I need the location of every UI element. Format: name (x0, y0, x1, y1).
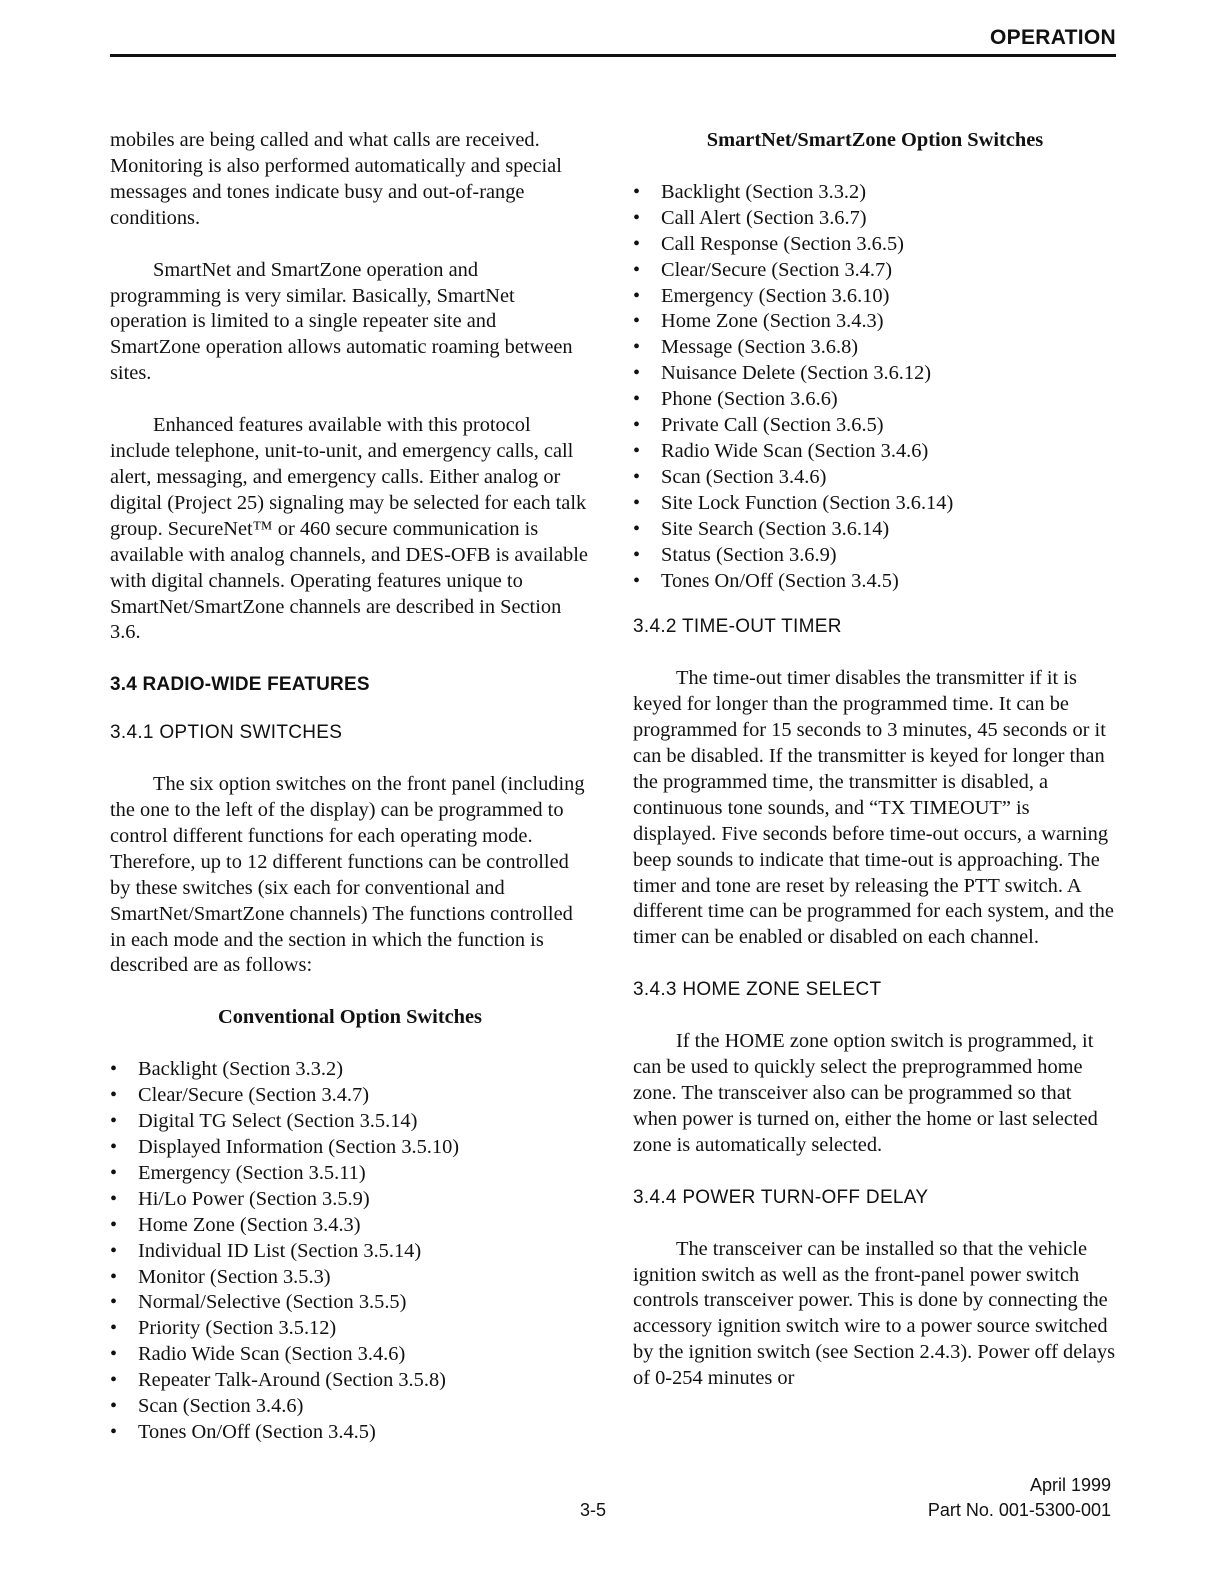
list-item: • Radio Wide Scan (Section 3.4.6) (110, 1342, 590, 1368)
subsection-heading-time-out-timer: 3.4.2 TIME-OUT TIMER (633, 616, 842, 638)
list-item: • Status (Section 3.6.9) (633, 543, 1117, 569)
conventional-option-list (110, 1057, 590, 1446)
subsection-heading-option-switches: 3.4.1 OPTION SWITCHES (110, 722, 343, 744)
list-item: • Backlight (Section 3.3.2) (633, 180, 1117, 206)
list-item: • Call Alert (Section 3.6.7) (633, 206, 1117, 232)
list-item: • Scan (Section 3.4.6) (633, 465, 1117, 491)
list-item: • Priority (Section 3.5.12) (110, 1316, 590, 1342)
running-header-title: OPERATION (990, 26, 1116, 49)
list-title-conventional: Conventional Option Switches (218, 1006, 482, 1029)
list-item: • Repeater Talk-Around (Section 3.5.8) (110, 1368, 590, 1394)
paragraph-continued: mobiles are being called and what calls are received. Monitoring is also performed automatically and special messages and tones indicate busy and out-of-range conditions. (110, 129, 562, 229)
paragraph-time-out-timer: The time-out timer disables the transmitter if it is keyed for longer than the programmed time. It can be programmed for 15 seconds to 3 minutes, 45 seconds or it can be disabled. If the transmitter is keyed for longer than the programmed time, the transmitter is disabled, a continuous tone sounds, and “TX TIMEOUT” is displayed. Five seconds before time-out occurs, a warning beep sounds to indicate that time-out is approaching. The timer and tone are reset by releasing the PTT switch. A different time can be programmed for each system, and the timer can be enabled or disabled on each channel. (633, 667, 1114, 949)
list-item: • Clear/Secure (Section 3.4.7) (633, 258, 1117, 284)
list-item: • Clear/Secure (Section 3.4.7) (110, 1083, 590, 1109)
subsection-heading-power-turn-off-delay: 3.4.4 POWER TURN-OFF DELAY (633, 1186, 929, 1208)
list-item: • Tones On/Off (Section 3.4.5) (633, 569, 1117, 595)
smartnet-option-list (633, 180, 1117, 595)
list-item: • Phone (Section 3.6.6) (633, 387, 1117, 413)
section-heading-radio-wide-features: 3.4 RADIO-WIDE FEATURES (110, 674, 370, 696)
footer-part-number: Part No. 001-5300-001 (927, 1500, 1111, 1520)
list-item: • Displayed Information (Section 3.5.10) (110, 1135, 590, 1161)
list-item: • Message (Section 3.6.8) (633, 335, 1117, 361)
list-item: • Digital TG Select (Section 3.5.14) (110, 1109, 590, 1135)
paragraph-enhanced-features: Enhanced features available with this protocol include telephone, unit-to-unit, and emergency calls, call alert, messaging, and emergency calls. Either analog or digital (Project 25) signaling may be selected for each talk group. SecureNet™ or 460 secure communication is available with analog channels, and DES-OFB is available with digital channels. Operating features unique to SmartNet/SmartZone channels are described in Section 3.6. (110, 414, 588, 644)
list-item: • Backlight (Section 3.3.2) (110, 1057, 590, 1083)
list-item: • Call Response (Section 3.6.5) (633, 232, 1117, 258)
list-item: • Site Search (Section 3.6.14) (633, 517, 1117, 543)
list-title-smartnet-smartzone: SmartNet/SmartZone Option Switches (706, 129, 1044, 151)
list-item: • Emergency (Section 3.6.10) (633, 284, 1117, 310)
right-column (633, 128, 1117, 1418)
paragraph-smartnet-smartzone: SmartNet and SmartZone operation and programming is very similar. Basically, SmartNet operation is limited to a single repeater site and SmartZone operation allows automatic roaming between sites. (110, 258, 573, 385)
list-item: • Site Lock Function (Section 3.6.14) (633, 491, 1117, 517)
footer-date: April 1999 (1029, 1475, 1111, 1495)
list-item: • Nuisance Delete (Section 3.6.12) (633, 361, 1117, 387)
paragraph-home-zone-select: If the HOME zone option switch is programmed, it can be used to quickly select the preprogrammed home zone. The transceiver also can be programmed so that when power is turned on, either the home or last selected zone is automatically selected. (633, 1030, 1098, 1156)
list-item: • Emergency (Section 3.5.11) (110, 1161, 590, 1187)
list-item: • Individual ID List (Section 3.5.14) (110, 1239, 590, 1265)
list-item: • Private Call (Section 3.6.5) (633, 413, 1117, 439)
subsection-heading-home-zone-select: 3.4.3 HOME ZONE SELECT (633, 979, 882, 1001)
paragraph-option-switches: The six option switches on the front panel (including the one to the left of the display) can be programmed to control different functions for each operating mode. Therefore, up to 12 different functions can be controlled by these switches (six each for conventional and SmartNet/SmartZone channels) The functions controlled in each mode and the section in which the function is described are as follows: (110, 773, 585, 977)
header-rule (110, 54, 1116, 57)
list-item: • Scan (Section 3.4.6) (110, 1394, 590, 1420)
footer-page-number: 3-5 (580, 1500, 607, 1520)
left-column (110, 128, 590, 1446)
list-item: • Home Zone (Section 3.4.3) (633, 309, 1117, 335)
list-item: • Home Zone (Section 3.4.3) (110, 1213, 590, 1239)
list-item: • Hi/Lo Power (Section 3.5.9) (110, 1187, 590, 1213)
list-item: • Normal/Selective (Section 3.5.5) (110, 1290, 590, 1316)
list-item: • Radio Wide Scan (Section 3.4.6) (633, 439, 1117, 465)
list-item: • Monitor (Section 3.5.3) (110, 1265, 590, 1291)
paragraph-power-turn-off-delay: The transceiver can be installed so that the vehicle ignition switch as well as the front-panel power switch controls transceiver power. This is done by connecting the accessory ignition switch wire to a power source switched by the ignition switch (see Section 2.4.3). Power off delays of 0-254 minutes or (633, 1237, 1116, 1390)
list-item: • Tones On/Off (Section 3.4.5) (110, 1420, 590, 1446)
